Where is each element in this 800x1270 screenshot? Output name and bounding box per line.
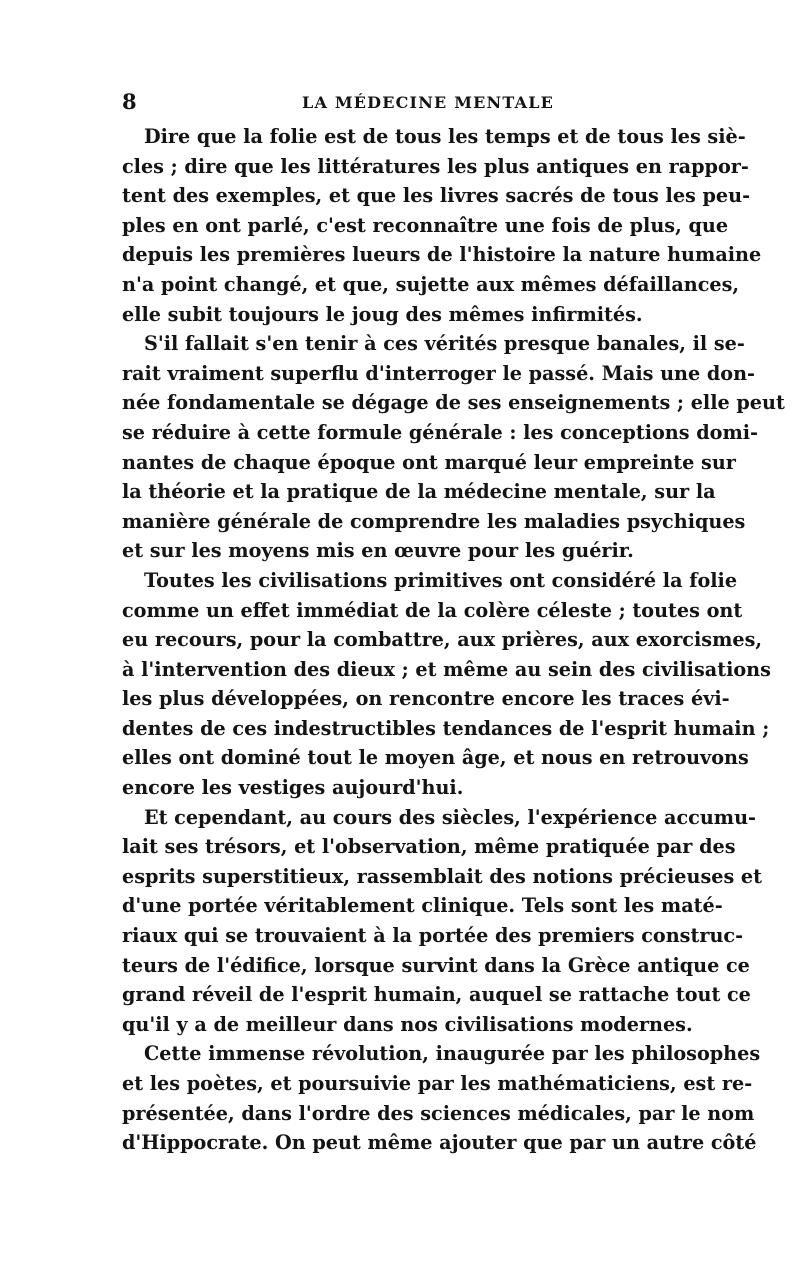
text-line: d'une portée véritablement clinique. Tels sont les maté-: [122, 894, 723, 918]
text-line: Cette immense révolution, inaugurée par les philosophes: [144, 1042, 761, 1066]
paragraph: [122, 803, 763, 1040]
body-text: [122, 122, 785, 1158]
text-line: riaux qui se trouvaient à la portée des premiers construc-: [122, 924, 744, 948]
text-line: tent des exemples, et que les livres sacrés de tous les peu-: [122, 184, 751, 208]
text-line: manière générale de comprendre les maladies psychiques: [122, 509, 746, 533]
text-line: Toutes les civilisations primitives ont considéré la folie: [144, 568, 738, 592]
running-title: LA MÉDECINE MENTALE: [302, 93, 555, 112]
text-line: depuis les premières lueurs de l'histoire la nature humaine: [122, 243, 762, 267]
text-line: à l'intervention des dieux ; et même au sein des civilisations: [122, 657, 771, 681]
text-line: et sur les moyens mis en œuvre pour les guérir.: [122, 539, 634, 563]
text-line: teurs de l'édifice, lorsque survint dans la Grèce antique ce: [122, 953, 750, 977]
text-line: née fondamentale se dégage de ses enseignements ; elle peut: [122, 391, 785, 415]
text-line: cles ; dire que les littératures les plus antiques en rappor-: [122, 154, 749, 178]
text-line: encore les vestiges aujourd'hui.: [122, 776, 464, 800]
text-line: la théorie et la pratique de la médecine mentale, sur la: [122, 480, 716, 504]
text-line: ples en ont parlé, c'est reconnaître une fois de plus, que: [122, 213, 729, 237]
text-line: d'Hippocrate. On peut même ajouter que par un autre côté: [122, 1131, 757, 1155]
paragraph: [122, 122, 762, 329]
text-line: présentée, dans l'ordre des sciences médicales, par le nom: [122, 1101, 755, 1125]
paragraph: [122, 329, 785, 566]
running-head: [122, 88, 682, 116]
text-line: rait vraiment superflu d'interroger le passé. Mais une don-: [122, 361, 756, 385]
text-line: eu recours, pour la combattre, aux prières, aux exorcismes,: [122, 628, 763, 652]
text-line: lait ses trésors, et l'observation, même pratiquée par des: [122, 835, 736, 859]
text-line: dentes de ces indestructibles tendances de l'esprit humain ;: [122, 716, 770, 740]
text-line: esprits superstitieux, rassemblait des notions précieuses et: [122, 864, 763, 888]
text-line: S'il fallait s'en tenir à ces vérités presque banales, il se-: [144, 332, 745, 356]
text-line: elles ont dominé tout le moyen âge, et nous en retrouvons: [122, 746, 749, 770]
text-line: et les poètes, et poursuivie par les mathématiciens, est re-: [122, 1072, 753, 1095]
text-line: les plus développées, on rencontre encore les traces évi-: [122, 687, 730, 711]
text-line: Et cependant, au cours des siècles, l'expérience accumu-: [144, 805, 757, 829]
text-line: n'a point changé, et que, sujette aux mêmes défaillances,: [122, 272, 740, 296]
text-line: Dire que la folie est de tous les temps et de tous les siè-: [144, 125, 746, 148]
paragraph: [122, 1039, 761, 1157]
text-line: elle subit toujours le joug des mêmes infirmités.: [122, 302, 643, 326]
text-line: comme un effet immédiat de la colère céleste ; toutes ont: [122, 598, 743, 622]
paragraph: [122, 566, 771, 803]
text-line: grand réveil de l'esprit humain, auquel se rattache tout ce: [122, 983, 751, 1007]
text-line: se réduire à cette formule générale : les conceptions domi-: [122, 420, 758, 444]
page-number: 8: [122, 89, 137, 114]
text-line: nantes de chaque époque ont marqué leur empreinte sur: [122, 450, 736, 474]
text-line: qu'il y a de meilleur dans nos civilisations modernes.: [122, 1012, 693, 1036]
